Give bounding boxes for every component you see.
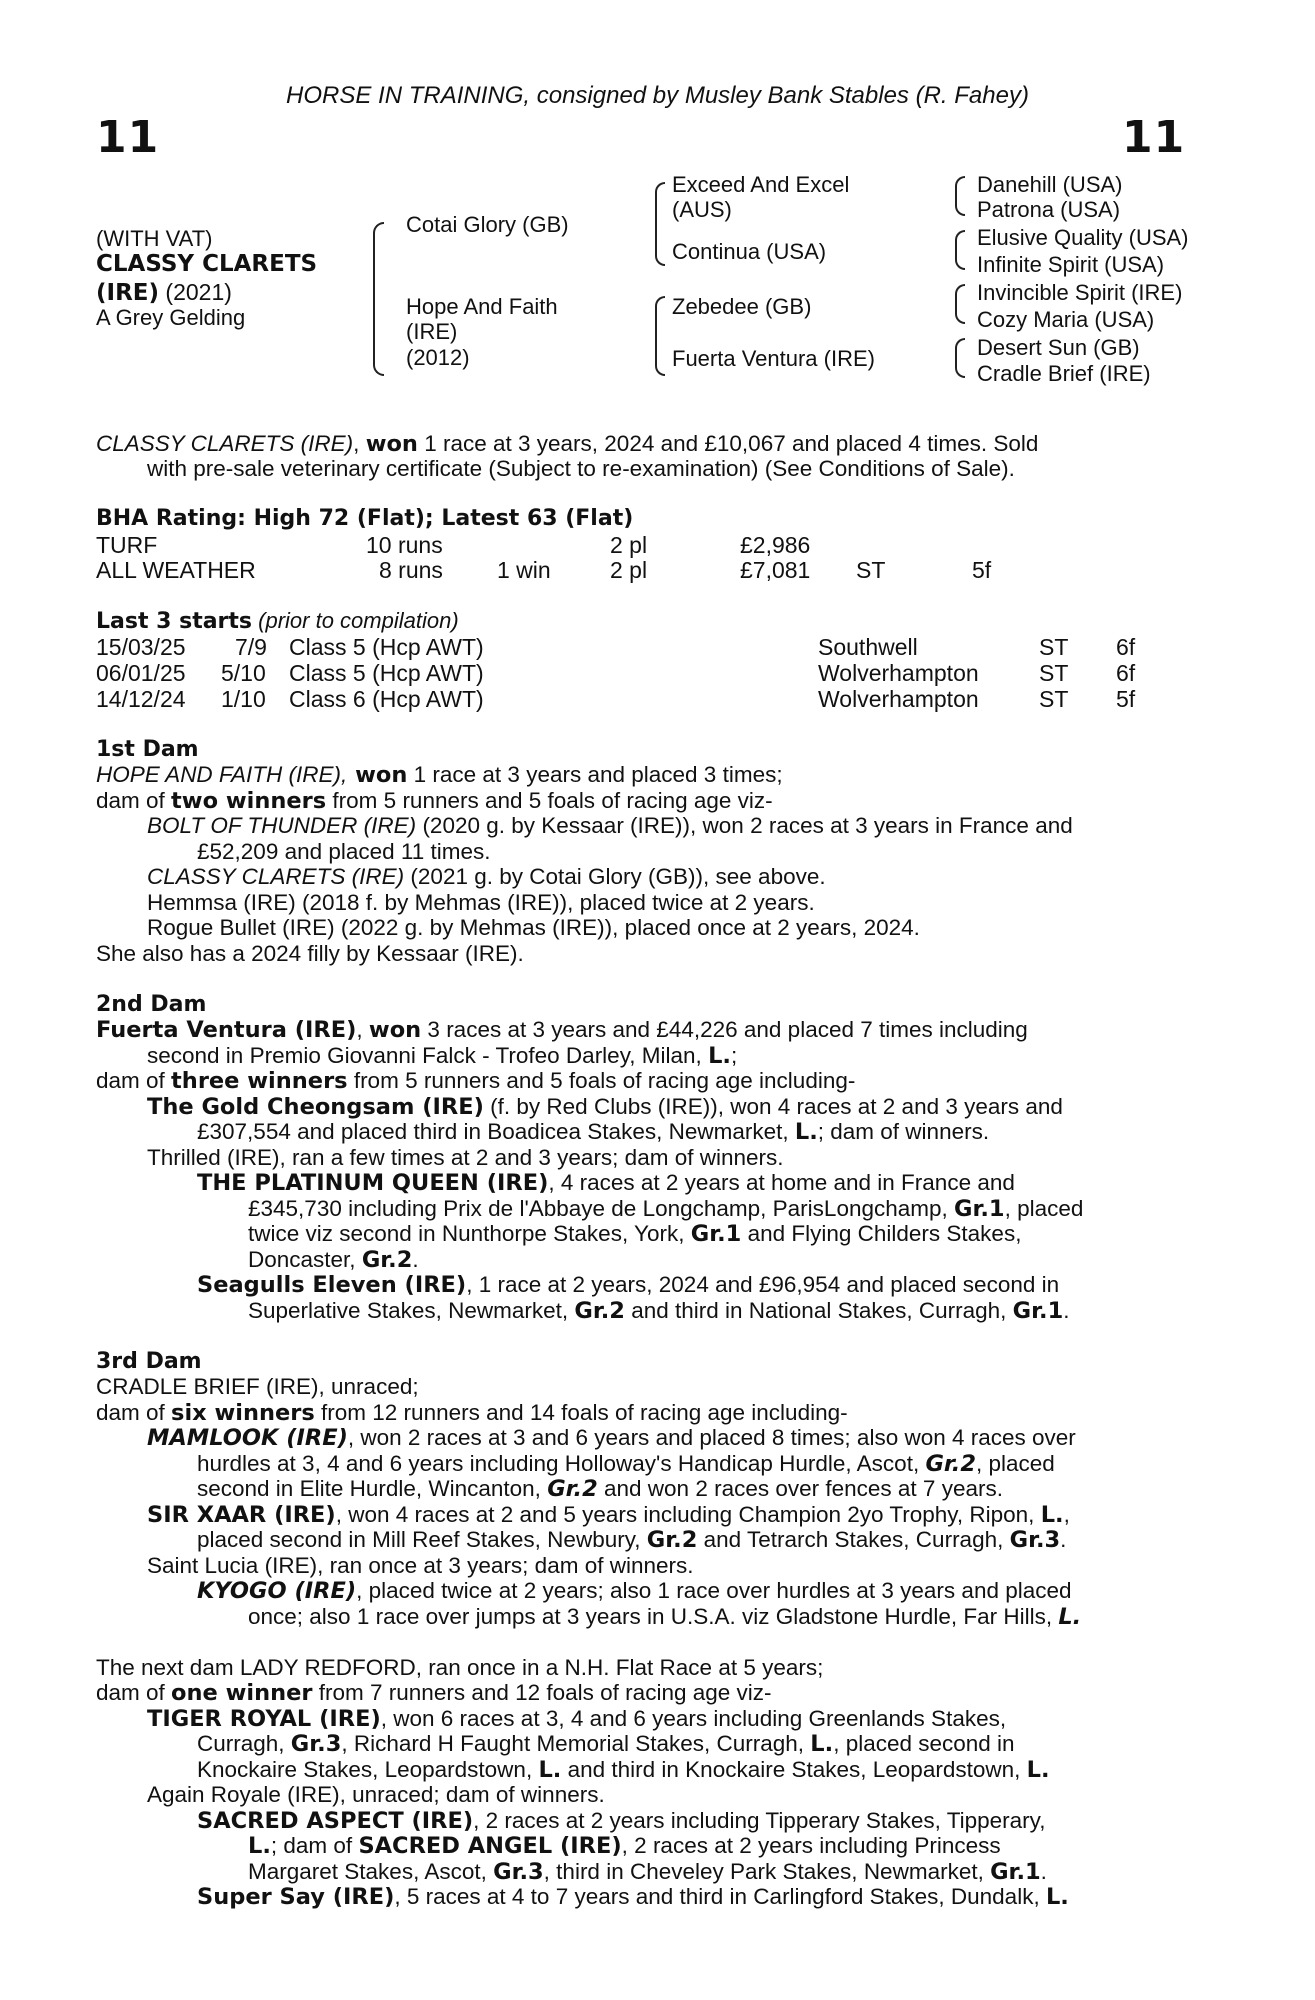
dam-name: HOPE AND FAITH (IRE), bbox=[96, 762, 348, 787]
start-distance: 6f bbox=[1116, 660, 1136, 686]
text: second in Premio Giovanni Falck - Trofeo Darley, Milan, bbox=[147, 1043, 709, 1068]
grade: Gr.2 bbox=[574, 1298, 625, 1324]
start-position: 1/10 bbox=[221, 686, 266, 712]
stat-runs: 10 runs bbox=[366, 532, 443, 558]
text: , placed second in bbox=[833, 1731, 1015, 1756]
progeny-name: Super Say (IRE) bbox=[197, 1884, 395, 1910]
stat-prize: £7,081 bbox=[740, 557, 811, 583]
start-distance: 5f bbox=[1116, 686, 1136, 712]
text: , 1 race at 2 years, 2024 and £96,954 and placed second in bbox=[466, 1272, 1060, 1297]
text: £307,554 and placed third in Boadicea Stakes, Newmarket, bbox=[197, 1119, 795, 1144]
text: and won 2 races over fences at 7 years. bbox=[597, 1476, 1003, 1501]
won-label: won bbox=[347, 762, 408, 788]
third-dam-line bbox=[197, 1578, 1200, 1605]
summary-text: 1 race at 3 years, 2024 and £10,067 and placed 4 times. Sold bbox=[417, 431, 1039, 456]
grade: Gr.2 bbox=[361, 1247, 413, 1273]
third-dam-line bbox=[197, 1527, 1301, 1554]
grade: Gr.3 bbox=[493, 1859, 544, 1885]
summary-line-1: CLASSY CLARETS (IRE), won 1 race at 3 years, 2024 and £10,067 and placed 4 times. Sold bbox=[96, 431, 1039, 457]
winners-count: three winners bbox=[171, 1068, 348, 1094]
start-position: 5/10 bbox=[221, 660, 266, 686]
progeny-name: SACRED ANGEL (IRE) bbox=[358, 1833, 622, 1859]
text: . bbox=[1040, 1859, 1047, 1884]
grade: Gr.3 bbox=[1009, 1527, 1061, 1553]
text: , bbox=[356, 1017, 369, 1042]
grade: Gr.2 bbox=[925, 1451, 977, 1477]
text: once; also 1 race over jumps at 3 years in U.S.A. viz Gladstone Hurdle, Far Hills, bbox=[248, 1604, 1059, 1629]
text: , bbox=[1063, 1502, 1070, 1527]
third-dam-line bbox=[147, 1502, 1200, 1529]
text: , 4 races at 2 years at home and in France and bbox=[548, 1170, 1015, 1195]
text: , 2 races at 2 years including Princess bbox=[621, 1833, 1001, 1858]
start-class: Class 5 (Hcp AWT) bbox=[289, 660, 484, 686]
second-dam-line bbox=[197, 1170, 1200, 1197]
last-starts-note: (prior to compilation) bbox=[252, 608, 459, 633]
text: . bbox=[1060, 1527, 1067, 1552]
next-dam-line bbox=[96, 1680, 1200, 1707]
text: . bbox=[412, 1247, 419, 1272]
text: , placed twice at 2 years; also 1 race over hurdles at 3 years and placed bbox=[356, 1578, 1072, 1603]
first-dam-line bbox=[96, 762, 1200, 789]
text: . bbox=[1063, 1298, 1070, 1323]
text: Knockaire Stakes, Leopardstown, bbox=[197, 1757, 539, 1782]
stat-surface: TURF bbox=[96, 532, 158, 558]
text: from 5 runners and 5 foals of racing age viz- bbox=[326, 788, 773, 813]
pedigree-brace bbox=[955, 338, 965, 378]
horse-year: (2021) bbox=[159, 279, 232, 305]
text: , third in Cheveley Park Stakes, Newmarket, bbox=[543, 1859, 991, 1884]
pedigree-dam-sire: Zebedee (GB) bbox=[672, 294, 812, 319]
stat-wins: 1 win bbox=[497, 557, 551, 583]
text: Margaret Stakes, Ascot, bbox=[248, 1859, 494, 1884]
progeny-name: THE PLATINUM QUEEN (IRE) bbox=[197, 1170, 549, 1196]
start-class: Class 6 (Hcp AWT) bbox=[289, 686, 484, 712]
start-going: ST bbox=[1039, 634, 1069, 660]
next-dam-line bbox=[248, 1859, 1315, 1886]
grade: Gr.2 bbox=[547, 1476, 598, 1502]
pedigree-brace bbox=[655, 182, 665, 266]
progeny-name: SIR XAAR (IRE) bbox=[147, 1502, 336, 1528]
progeny-name: BOLT OF THUNDER (IRE) bbox=[147, 813, 417, 838]
grade: Gr.3 bbox=[290, 1731, 342, 1757]
text: and third in Knockaire Stakes, Leopardstown, bbox=[561, 1757, 1027, 1782]
text: and Tetrarch Stakes, Curragh, bbox=[697, 1527, 1010, 1552]
grade: L. bbox=[708, 1043, 731, 1069]
next-dam-line bbox=[197, 1808, 1200, 1835]
next-dam-line bbox=[248, 1833, 1200, 1860]
start-class: Class 5 (Hcp AWT) bbox=[289, 634, 484, 660]
third-dam-line bbox=[147, 1425, 1200, 1452]
summary-horse-name: CLASSY CLARETS (IRE) bbox=[96, 431, 354, 456]
winners-count: two winners bbox=[171, 788, 327, 814]
progeny-name: The Gold Cheongsam (IRE) bbox=[147, 1094, 484, 1120]
second-dam-heading: 2nd Dam bbox=[96, 992, 207, 1017]
progeny-name: Seagulls Eleven (IRE) bbox=[197, 1272, 467, 1298]
start-course: Wolverhampton bbox=[818, 660, 979, 686]
grade: L. bbox=[810, 1731, 834, 1757]
third-dam-line bbox=[197, 1476, 1301, 1503]
text: ; dam of bbox=[270, 1833, 359, 1858]
pedigree-brace bbox=[655, 296, 665, 376]
progeny-name: CLASSY CLARETS (IRE) bbox=[147, 864, 405, 889]
first-dam-line bbox=[96, 788, 1200, 815]
first-dam-line bbox=[147, 813, 1200, 839]
text: from 7 runners and 12 foals of racing age viz- bbox=[312, 1680, 772, 1705]
third-dam-line: Saint Lucia (IRE), ran once at 3 years; dam of winners. bbox=[147, 1553, 694, 1578]
text: , 5 races at 4 to 7 years and third in Carlingford Stakes, Dundalk, bbox=[394, 1884, 1046, 1909]
horse-description: A Grey Gelding bbox=[96, 305, 246, 330]
pedigree-g4-6: Cozy Maria (USA) bbox=[977, 307, 1155, 332]
pedigree-g4-4: Infinite Spirit (USA) bbox=[977, 252, 1165, 277]
stat-placed: 2 pl bbox=[610, 532, 648, 558]
stat-going: ST bbox=[856, 557, 886, 583]
first-dam-line: She also has a 2024 filly by Kessaar (IRE). bbox=[96, 941, 524, 966]
second-dam-line bbox=[96, 1068, 1200, 1095]
third-dam-line: CRADLE BRIEF (IRE), unraced; bbox=[96, 1374, 419, 1399]
text: hurdles at 3, 4 and 6 years including Holloway's Handicap Hurdle, Ascot, bbox=[197, 1451, 926, 1476]
text: , placed bbox=[976, 1451, 1055, 1476]
second-dam-line bbox=[248, 1298, 1315, 1325]
next-dam-line bbox=[147, 1706, 1200, 1733]
horse-name: CLASSY CLARETS bbox=[96, 251, 318, 277]
text: (f. by Red Clubs (IRE)), won 4 races at 2 and 3 years and bbox=[483, 1094, 1063, 1119]
start-date: 14/12/24 bbox=[96, 686, 186, 712]
stat-surface: ALL WEATHER bbox=[96, 557, 256, 583]
text: £345,730 including Prix de l'Abbaye de Longchamp, ParisLongchamp, bbox=[248, 1196, 955, 1221]
first-dam-line: £52,209 and placed 11 times. bbox=[197, 839, 491, 864]
dam-name: Fuerta Ventura (IRE) bbox=[96, 1017, 357, 1043]
grade: Gr.1 bbox=[990, 1859, 1041, 1885]
text: , won 4 races at 2 and 5 years including Champion 2yo Trophy, Ripon, bbox=[335, 1502, 1041, 1527]
text: , 2 races at 2 years including Tipperary Stakes, Tipperary, bbox=[473, 1808, 1046, 1833]
stat-prize: £2,986 bbox=[740, 532, 811, 558]
third-dam-line bbox=[248, 1604, 1315, 1631]
won-label: won bbox=[368, 1017, 422, 1043]
text: dam of bbox=[96, 1400, 172, 1425]
start-distance: 6f bbox=[1116, 634, 1136, 660]
winners-count: six winners bbox=[171, 1400, 315, 1426]
next-dam-line bbox=[197, 1731, 1200, 1758]
pedigree-brace bbox=[955, 284, 965, 324]
grade: Gr.1 bbox=[690, 1221, 742, 1247]
text: , Richard H Faught Memorial Stakes, Curragh, bbox=[341, 1731, 811, 1756]
next-dam-line: Again Royale (IRE), unraced; dam of winners. bbox=[147, 1782, 605, 1807]
second-dam-line bbox=[147, 1043, 1251, 1070]
summary-line-2: with pre-sale veterinary certificate (Subject to re-examination) (See Conditions of Sale). bbox=[147, 456, 1015, 481]
second-dam-line bbox=[197, 1119, 1301, 1146]
start-date: 06/01/25 bbox=[96, 660, 186, 686]
last-starts-title: Last 3 starts bbox=[96, 609, 253, 634]
pedigree-g4-8: Cradle Brief (IRE) bbox=[977, 361, 1151, 386]
text: (2021 g. by Cotai Glory (GB)), see above. bbox=[404, 864, 826, 889]
text: Curragh, bbox=[197, 1731, 291, 1756]
pedigree-g4-2: Patrona (USA) bbox=[977, 197, 1121, 222]
horse-name-suffix bbox=[96, 279, 232, 306]
first-dam-line bbox=[147, 864, 1251, 890]
grade: L. bbox=[1026, 1757, 1050, 1783]
start-course: Southwell bbox=[818, 634, 918, 660]
second-dam-line: Thrilled (IRE), ran a few times at 2 and 3 years; dam of winners. bbox=[147, 1145, 784, 1170]
first-dam-heading: 1st Dam bbox=[96, 737, 199, 762]
pedigree-g4-5: Invincible Spirit (IRE) bbox=[977, 280, 1183, 305]
next-dam-line: The next dam LADY REDFORD, ran once in a N.H. Flat Race at 5 years; bbox=[96, 1655, 824, 1680]
grade: L. bbox=[794, 1119, 818, 1145]
text: dam of bbox=[96, 1680, 172, 1705]
text: placed second in Mill Reef Stakes, Newbury, bbox=[197, 1527, 647, 1552]
summary-won: won bbox=[365, 431, 418, 457]
text: and third in National Stakes, Curragh, bbox=[624, 1298, 1013, 1323]
text: ; dam of winners. bbox=[817, 1119, 990, 1144]
first-dam-line: Hemmsa (IRE) (2018 f. by Mehmas (IRE)), placed twice at 2 years. bbox=[147, 890, 815, 915]
grade: Gr.2 bbox=[646, 1527, 698, 1553]
bha-rating-heading: BHA Rating: High 72 (Flat); Latest 63 (Flat) bbox=[96, 506, 634, 531]
next-dam-line bbox=[197, 1757, 1301, 1784]
text: (2020 g. by Kessaar (IRE)), won 2 races at 3 years in France and bbox=[416, 813, 1073, 838]
start-position: 7/9 bbox=[235, 634, 267, 660]
pedigree-dam-line3: (2012) bbox=[406, 345, 470, 370]
text: Doncaster, bbox=[248, 1247, 362, 1272]
first-dam-line: Rogue Bullet (IRE) (2022 g. by Mehmas (IRE)), placed once at 2 years, 2024. bbox=[147, 915, 920, 940]
start-going: ST bbox=[1039, 660, 1069, 686]
dam-record: 1 race at 3 years and placed 3 times; bbox=[407, 762, 783, 787]
stat-distance: 5f bbox=[972, 557, 992, 583]
second-dam-line bbox=[147, 1094, 1200, 1121]
pedigree-g4-1: Danehill (USA) bbox=[977, 172, 1123, 197]
text: , won 6 races at 3, 4 and 6 years including Greenlands Stakes, bbox=[380, 1706, 1007, 1731]
stat-runs: 8 runs bbox=[379, 557, 443, 583]
pedigree-sire-sire-1: Exceed And Excel bbox=[672, 172, 850, 197]
text: ; bbox=[730, 1043, 738, 1068]
last-starts-heading bbox=[96, 608, 459, 634]
progeny-name: SACRED ASPECT (IRE) bbox=[197, 1808, 474, 1834]
next-dam-line bbox=[197, 1884, 1301, 1911]
text: Superlative Stakes, Newmarket, bbox=[248, 1298, 575, 1323]
lot-number-right: 11 bbox=[1122, 112, 1186, 163]
progeny-name: TIGER ROYAL (IRE) bbox=[147, 1706, 381, 1732]
pedigree-g4-7: Desert Sun (GB) bbox=[977, 335, 1140, 360]
second-dam-line bbox=[248, 1221, 1200, 1248]
text: , won 2 races at 3 and 6 years and placed 8 times; also won 4 races over bbox=[347, 1425, 1076, 1450]
pedigree-sire-dam: Continua (USA) bbox=[672, 239, 827, 264]
horse-country: (IRE) bbox=[96, 280, 160, 306]
grade: L. bbox=[248, 1833, 271, 1859]
winners-count: one winner bbox=[171, 1680, 313, 1706]
pedigree-sire-sire-2: (AUS) bbox=[672, 197, 732, 222]
text: twice viz second in Nunthorpe Stakes, York, bbox=[248, 1221, 691, 1246]
second-dam-line bbox=[96, 1017, 1200, 1044]
text: , placed bbox=[1004, 1196, 1084, 1221]
start-going: ST bbox=[1039, 686, 1069, 712]
grade: L. bbox=[1045, 1884, 1069, 1910]
grade: L. bbox=[1040, 1502, 1064, 1528]
pedigree-brace bbox=[955, 176, 965, 216]
lot-number-left: 11 bbox=[96, 112, 160, 163]
consignment-heading: HORSE IN TRAINING, consigned by Musley Bank Stables (R. Fahey) bbox=[286, 82, 1029, 109]
grade: L. bbox=[538, 1757, 562, 1783]
second-dam-line bbox=[248, 1196, 1200, 1223]
text: 3 races at 3 years and £44,226 and placed 7 times including bbox=[421, 1017, 1028, 1042]
grade: L. bbox=[1058, 1604, 1082, 1630]
third-dam-line bbox=[197, 1451, 1200, 1478]
text: dam of bbox=[96, 788, 172, 813]
third-dam-heading: 3rd Dam bbox=[96, 1349, 202, 1374]
text: second in Elite Hurdle, Wincanton, bbox=[197, 1476, 548, 1501]
start-date: 15/03/25 bbox=[96, 634, 186, 660]
pedigree-g4-3: Elusive Quality (USA) bbox=[977, 225, 1189, 250]
grade: Gr.1 bbox=[954, 1196, 1005, 1222]
text: from 5 runners and 5 foals of racing age including- bbox=[347, 1068, 856, 1093]
second-dam-line bbox=[197, 1272, 1200, 1299]
text: from 12 runners and 14 foals of racing age including- bbox=[314, 1400, 848, 1425]
vat-note: (WITH VAT) bbox=[96, 226, 213, 251]
second-dam-line bbox=[248, 1247, 1315, 1274]
progeny-name: MAMLOOK (IRE) bbox=[147, 1425, 348, 1451]
grade: Gr.1 bbox=[1012, 1298, 1064, 1324]
text: and Flying Childers Stakes, bbox=[741, 1221, 1022, 1246]
third-dam-line bbox=[96, 1400, 1200, 1427]
start-course: Wolverhampton bbox=[818, 686, 979, 712]
pedigree-dam-line1: Hope And Faith bbox=[406, 294, 558, 319]
text: dam of bbox=[96, 1068, 172, 1093]
pedigree-brace bbox=[955, 230, 965, 270]
pedigree-sire: Cotai Glory (GB) bbox=[406, 212, 569, 237]
pedigree-brace bbox=[373, 222, 384, 376]
progeny-name: KYOGO (IRE) bbox=[197, 1578, 357, 1604]
stat-placed: 2 pl bbox=[610, 557, 648, 583]
pedigree-dam-line2: (IRE) bbox=[406, 319, 458, 344]
pedigree-dam-dam: Fuerta Ventura (IRE) bbox=[672, 346, 875, 371]
